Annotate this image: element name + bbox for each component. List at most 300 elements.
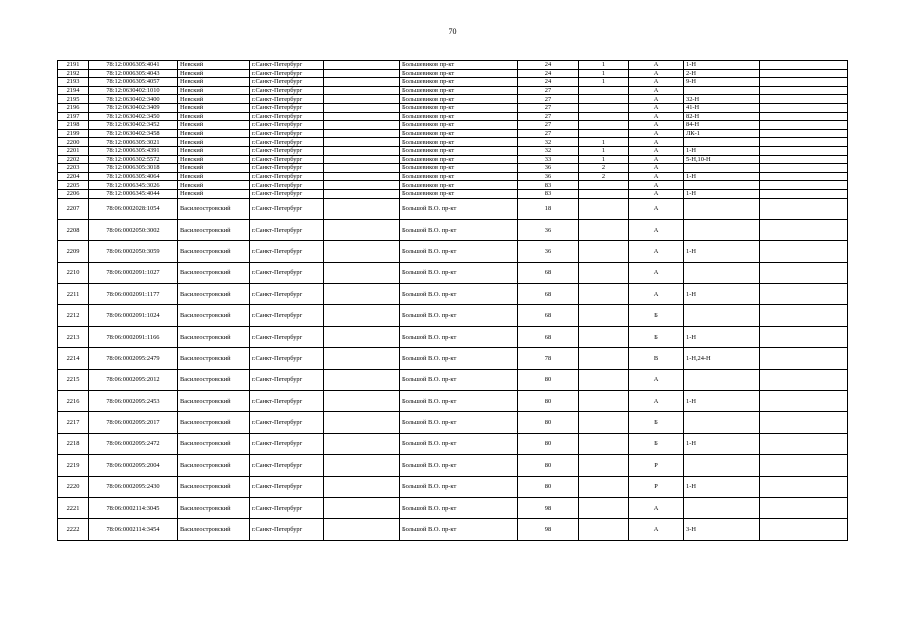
record-number-cell: 2213 (58, 326, 89, 347)
settlement-cell (324, 103, 400, 112)
district-cell: Василеостровский (178, 284, 250, 305)
premises-cell (684, 138, 760, 147)
building-cell: 1 (579, 155, 629, 164)
city-cell: г.Санкт-Петербург (250, 181, 324, 190)
district-cell: Василеостровский (178, 219, 250, 240)
building-cell (579, 519, 629, 540)
table-body (58, 61, 848, 541)
table-row (58, 95, 848, 104)
district-cell: Невский (178, 95, 250, 104)
premises-cell (684, 455, 760, 476)
street-cell: Большой В.О. пр-кт (400, 369, 518, 390)
building-cell (579, 348, 629, 369)
letter-cell: А (629, 198, 684, 219)
table-row (58, 61, 848, 70)
premises-cell (684, 262, 760, 283)
settlement-cell (324, 433, 400, 454)
building-cell: 1 (579, 78, 629, 87)
record-number-cell: 2209 (58, 241, 89, 262)
empty-cell (760, 262, 848, 283)
city-cell: г.Санкт-Петербург (250, 138, 324, 147)
city-cell: г.Санкт-Петербург (250, 412, 324, 433)
empty-cell (760, 219, 848, 240)
table-row (58, 284, 848, 305)
street-cell: Большевиков пр-кт (400, 129, 518, 138)
premises-cell: 1-Н (684, 476, 760, 497)
cadastral-number-cell: 78:12:0006305:3018 (89, 164, 178, 173)
empty-cell (760, 129, 848, 138)
city-cell: г.Санкт-Петербург (250, 241, 324, 262)
letter-cell: Б (629, 305, 684, 326)
record-number-cell: 2208 (58, 219, 89, 240)
city-cell: г.Санкт-Петербург (250, 326, 324, 347)
table-row (58, 219, 848, 240)
premises-cell: 1-Н (684, 172, 760, 181)
street-cell: Большевиков пр-кт (400, 103, 518, 112)
property-registry-table (57, 60, 848, 541)
cadastral-number-cell: 78:12:0630402:3409 (89, 103, 178, 112)
district-cell: Невский (178, 138, 250, 147)
district-cell: Василеостровский (178, 305, 250, 326)
street-cell: Большой В.О. пр-кт (400, 519, 518, 540)
table-row (58, 172, 848, 181)
building-cell (579, 476, 629, 497)
city-cell: г.Санкт-Петербург (250, 369, 324, 390)
cadastral-number-cell: 78:12:0006302:5572 (89, 155, 178, 164)
letter-cell: А (629, 284, 684, 305)
empty-cell (760, 86, 848, 95)
building-cell (579, 219, 629, 240)
district-cell: Василеостровский (178, 241, 250, 262)
premises-cell: 5-Н,10-Н (684, 155, 760, 164)
empty-cell (760, 412, 848, 433)
cadastral-number-cell: 78:06:0002095:2004 (89, 455, 178, 476)
table-row (58, 69, 848, 78)
letter-cell: А (629, 391, 684, 412)
letter-cell: А (629, 103, 684, 112)
settlement-cell (324, 262, 400, 283)
district-cell: Невский (178, 146, 250, 155)
table-row (58, 103, 848, 112)
table-row (58, 138, 848, 147)
cadastral-number-cell: 78:06:0002095:2017 (89, 412, 178, 433)
table-row (58, 164, 848, 173)
premises-cell: 1-Н,24-Н (684, 348, 760, 369)
empty-cell (760, 78, 848, 87)
house-number-cell: 80 (518, 369, 579, 390)
house-number-cell: 80 (518, 412, 579, 433)
street-cell: Большой В.О. пр-кт (400, 305, 518, 326)
letter-cell: А (629, 369, 684, 390)
cadastral-number-cell: 78:06:0002095:2430 (89, 476, 178, 497)
empty-cell (760, 519, 848, 540)
letter-cell: А (629, 519, 684, 540)
premises-cell: 1-Н (684, 146, 760, 155)
letter-cell: А (629, 69, 684, 78)
city-cell: г.Санкт-Петербург (250, 348, 324, 369)
empty-cell (760, 61, 848, 70)
premises-cell (684, 164, 760, 173)
city-cell: г.Санкт-Петербург (250, 189, 324, 198)
letter-cell: А (629, 146, 684, 155)
house-number-cell: 80 (518, 476, 579, 497)
building-cell (579, 198, 629, 219)
district-cell: Василеостровский (178, 369, 250, 390)
district-cell: Невский (178, 129, 250, 138)
cadastral-number-cell: 78:12:0630402:3452 (89, 121, 178, 130)
district-cell: Василеостровский (178, 519, 250, 540)
premises-cell: 9-Н (684, 78, 760, 87)
empty-cell (760, 138, 848, 147)
building-cell (579, 241, 629, 262)
letter-cell: Р (629, 476, 684, 497)
letter-cell: А (629, 129, 684, 138)
record-number-cell: 2201 (58, 146, 89, 155)
empty-cell (760, 348, 848, 369)
house-number-cell: 68 (518, 262, 579, 283)
building-cell: 1 (579, 138, 629, 147)
record-number-cell: 2206 (58, 189, 89, 198)
building-cell (579, 305, 629, 326)
record-number-cell: 2210 (58, 262, 89, 283)
street-cell: Большевиков пр-кт (400, 155, 518, 164)
street-cell: Большевиков пр-кт (400, 78, 518, 87)
district-cell: Василеостровский (178, 198, 250, 219)
empty-cell (760, 181, 848, 190)
record-number-cell: 2220 (58, 476, 89, 497)
district-cell: Василеостровский (178, 433, 250, 454)
letter-cell: А (629, 497, 684, 518)
district-cell: Василеостровский (178, 262, 250, 283)
settlement-cell (324, 241, 400, 262)
premises-cell: 1-Н (684, 189, 760, 198)
city-cell: г.Санкт-Петербург (250, 155, 324, 164)
house-number-cell: 36 (518, 219, 579, 240)
table-row (58, 433, 848, 454)
premises-cell (684, 497, 760, 518)
record-number-cell: 2203 (58, 164, 89, 173)
empty-cell (760, 284, 848, 305)
house-number-cell: 27 (518, 95, 579, 104)
empty-cell (760, 103, 848, 112)
district-cell: Василеостровский (178, 497, 250, 518)
building-cell (579, 181, 629, 190)
house-number-cell: 80 (518, 455, 579, 476)
record-number-cell: 2202 (58, 155, 89, 164)
letter-cell: Б (629, 412, 684, 433)
empty-cell (760, 241, 848, 262)
record-number-cell: 2222 (58, 519, 89, 540)
settlement-cell (324, 189, 400, 198)
premises-cell: 1-Н (684, 284, 760, 305)
cadastral-number-cell: 78:12:0006345:3026 (89, 181, 178, 190)
building-cell (579, 284, 629, 305)
settlement-cell (324, 61, 400, 70)
street-cell: Большой В.О. пр-кт (400, 262, 518, 283)
house-number-cell: 36 (518, 241, 579, 262)
city-cell: г.Санкт-Петербург (250, 219, 324, 240)
street-cell: Большевиков пр-кт (400, 189, 518, 198)
building-cell: 2 (579, 172, 629, 181)
table-row (58, 455, 848, 476)
table-row (58, 121, 848, 130)
street-cell: Большой В.О. пр-кт (400, 348, 518, 369)
settlement-cell (324, 519, 400, 540)
house-number-cell: 27 (518, 86, 579, 95)
district-cell: Невский (178, 112, 250, 121)
cadastral-number-cell: 78:06:0002028:1054 (89, 198, 178, 219)
street-cell: Большой В.О. пр-кт (400, 391, 518, 412)
letter-cell: А (629, 262, 684, 283)
building-cell: 1 (579, 146, 629, 155)
cadastral-number-cell: 78:12:0006345:4044 (89, 189, 178, 198)
settlement-cell (324, 155, 400, 164)
cadastral-number-cell: 78:06:0002091:1177 (89, 284, 178, 305)
building-cell (579, 112, 629, 121)
city-cell: г.Санкт-Петербург (250, 519, 324, 540)
premises-cell: 1-Н (684, 241, 760, 262)
letter-cell: Б (629, 326, 684, 347)
letter-cell: А (629, 86, 684, 95)
premises-cell: 3-Н (684, 519, 760, 540)
letter-cell: А (629, 241, 684, 262)
record-number-cell: 2205 (58, 181, 89, 190)
premises-cell: 1-Н (684, 326, 760, 347)
building-cell: 1 (579, 69, 629, 78)
letter-cell: В (629, 348, 684, 369)
cadastral-number-cell: 78:12:0630402:1010 (89, 86, 178, 95)
city-cell: г.Санкт-Петербург (250, 198, 324, 219)
building-cell (579, 189, 629, 198)
city-cell: г.Санкт-Петербург (250, 476, 324, 497)
empty-cell (760, 391, 848, 412)
building-cell (579, 391, 629, 412)
district-cell: Невский (178, 61, 250, 70)
city-cell: г.Санкт-Петербург (250, 95, 324, 104)
settlement-cell (324, 497, 400, 518)
letter-cell: А (629, 95, 684, 104)
record-number-cell: 2197 (58, 112, 89, 121)
street-cell: Большевиков пр-кт (400, 181, 518, 190)
city-cell: г.Санкт-Петербург (250, 86, 324, 95)
settlement-cell (324, 86, 400, 95)
city-cell: г.Санкт-Петербург (250, 78, 324, 87)
record-number-cell: 2207 (58, 198, 89, 219)
street-cell: Большой В.О. пр-кт (400, 198, 518, 219)
letter-cell: А (629, 181, 684, 190)
street-cell: Большевиков пр-кт (400, 95, 518, 104)
record-number-cell: 2219 (58, 455, 89, 476)
house-number-cell: 32 (518, 138, 579, 147)
building-cell (579, 86, 629, 95)
record-number-cell: 2212 (58, 305, 89, 326)
table-row (58, 78, 848, 87)
street-cell: Большой В.О. пр-кт (400, 284, 518, 305)
table-row (58, 519, 848, 540)
house-number-cell: 27 (518, 121, 579, 130)
table-row (58, 348, 848, 369)
record-number-cell: 2211 (58, 284, 89, 305)
building-cell (579, 103, 629, 112)
building-cell (579, 497, 629, 518)
city-cell: г.Санкт-Петербург (250, 262, 324, 283)
city-cell: г.Санкт-Петербург (250, 121, 324, 130)
letter-cell: А (629, 155, 684, 164)
cadastral-number-cell: 78:06:0002095:2472 (89, 433, 178, 454)
empty-cell (760, 455, 848, 476)
table-row (58, 262, 848, 283)
table-row (58, 198, 848, 219)
district-cell: Василеостровский (178, 326, 250, 347)
letter-cell: А (629, 61, 684, 70)
city-cell: г.Санкт-Петербург (250, 146, 324, 155)
premises-cell: 1-Н (684, 61, 760, 70)
district-cell: Невский (178, 121, 250, 130)
premises-cell (684, 219, 760, 240)
cadastral-number-cell: 78:12:0630402:3450 (89, 112, 178, 121)
city-cell: г.Санкт-Петербург (250, 305, 324, 326)
empty-cell (760, 95, 848, 104)
city-cell: г.Санкт-Петербург (250, 455, 324, 476)
settlement-cell (324, 69, 400, 78)
table-row (58, 412, 848, 433)
empty-cell (760, 476, 848, 497)
cadastral-number-cell: 78:06:0002091:1024 (89, 305, 178, 326)
cadastral-number-cell: 78:06:0002095:2479 (89, 348, 178, 369)
house-number-cell: 27 (518, 129, 579, 138)
settlement-cell (324, 172, 400, 181)
record-number-cell: 2200 (58, 138, 89, 147)
street-cell: Большевиков пр-кт (400, 86, 518, 95)
record-number-cell: 2214 (58, 348, 89, 369)
empty-cell (760, 189, 848, 198)
city-cell: г.Санкт-Петербург (250, 103, 324, 112)
house-number-cell: 24 (518, 61, 579, 70)
district-cell: Невский (178, 69, 250, 78)
record-number-cell: 2191 (58, 61, 89, 70)
building-cell (579, 455, 629, 476)
building-cell (579, 121, 629, 130)
premises-cell (684, 181, 760, 190)
house-number-cell: 83 (518, 189, 579, 198)
record-number-cell: 2194 (58, 86, 89, 95)
table-row (58, 305, 848, 326)
record-number-cell: 2196 (58, 103, 89, 112)
settlement-cell (324, 164, 400, 173)
record-number-cell: 2195 (58, 95, 89, 104)
premises-cell (684, 369, 760, 390)
record-number-cell: 2218 (58, 433, 89, 454)
city-cell: г.Санкт-Петербург (250, 172, 324, 181)
house-number-cell: 68 (518, 305, 579, 326)
table-row (58, 326, 848, 347)
letter-cell: А (629, 78, 684, 87)
table-row (58, 497, 848, 518)
house-number-cell: 98 (518, 519, 579, 540)
settlement-cell (324, 78, 400, 87)
letter-cell: А (629, 121, 684, 130)
table-row (58, 129, 848, 138)
house-number-cell: 27 (518, 112, 579, 121)
street-cell: Большевиков пр-кт (400, 69, 518, 78)
settlement-cell (324, 129, 400, 138)
record-number-cell: 2216 (58, 391, 89, 412)
house-number-cell: 24 (518, 69, 579, 78)
cadastral-number-cell: 78:06:0002091:1166 (89, 326, 178, 347)
street-cell: Большой В.О. пр-кт (400, 241, 518, 262)
record-number-cell: 2215 (58, 369, 89, 390)
street-cell: Большой В.О. пр-кт (400, 412, 518, 433)
settlement-cell (324, 95, 400, 104)
house-number-cell: 68 (518, 284, 579, 305)
street-cell: Большевиков пр-кт (400, 121, 518, 130)
settlement-cell (324, 412, 400, 433)
district-cell: Василеостровский (178, 455, 250, 476)
cadastral-number-cell: 78:06:0002114:3045 (89, 497, 178, 518)
district-cell: Невский (178, 172, 250, 181)
cadastral-number-cell: 78:12:0006305:3021 (89, 138, 178, 147)
cadastral-number-cell: 78:12:0630402:3458 (89, 129, 178, 138)
house-number-cell: 80 (518, 433, 579, 454)
district-cell: Василеостровский (178, 476, 250, 497)
district-cell: Василеостровский (178, 391, 250, 412)
empty-cell (760, 369, 848, 390)
settlement-cell (324, 112, 400, 121)
empty-cell (760, 433, 848, 454)
cadastral-number-cell: 78:06:0002050:3002 (89, 219, 178, 240)
premises-cell: 32-Н (684, 95, 760, 104)
table-row (58, 146, 848, 155)
house-number-cell: 78 (518, 348, 579, 369)
table-row (58, 155, 848, 164)
city-cell: г.Санкт-Петербург (250, 391, 324, 412)
settlement-cell (324, 198, 400, 219)
settlement-cell (324, 219, 400, 240)
premises-cell (684, 198, 760, 219)
empty-cell (760, 326, 848, 347)
empty-cell (760, 305, 848, 326)
premises-cell (684, 86, 760, 95)
district-cell: Невский (178, 189, 250, 198)
cadastral-number-cell: 78:12:0006305:4043 (89, 69, 178, 78)
record-number-cell: 2198 (58, 121, 89, 130)
settlement-cell (324, 305, 400, 326)
letter-cell: А (629, 219, 684, 240)
building-cell (579, 95, 629, 104)
house-number-cell: 24 (518, 78, 579, 87)
page-number: 70 (448, 27, 457, 36)
cadastral-number-cell: 78:06:0002095:2012 (89, 369, 178, 390)
cadastral-number-cell: 78:12:0006305:4391 (89, 146, 178, 155)
street-cell: Большевиков пр-кт (400, 164, 518, 173)
empty-cell (760, 198, 848, 219)
table-row (58, 86, 848, 95)
street-cell: Большой В.О. пр-кт (400, 326, 518, 347)
cadastral-number-cell: 78:06:0002050:3059 (89, 241, 178, 262)
table-row (58, 112, 848, 121)
premises-cell: 84-Н (684, 121, 760, 130)
building-cell: 1 (579, 61, 629, 70)
cadastral-number-cell: 78:06:0002091:1027 (89, 262, 178, 283)
premises-cell: ЛК-1 (684, 129, 760, 138)
empty-cell (760, 497, 848, 518)
settlement-cell (324, 348, 400, 369)
table-row (58, 241, 848, 262)
record-number-cell: 2192 (58, 69, 89, 78)
street-cell: Большевиков пр-кт (400, 172, 518, 181)
city-cell: г.Санкт-Петербург (250, 69, 324, 78)
table-row (58, 181, 848, 190)
